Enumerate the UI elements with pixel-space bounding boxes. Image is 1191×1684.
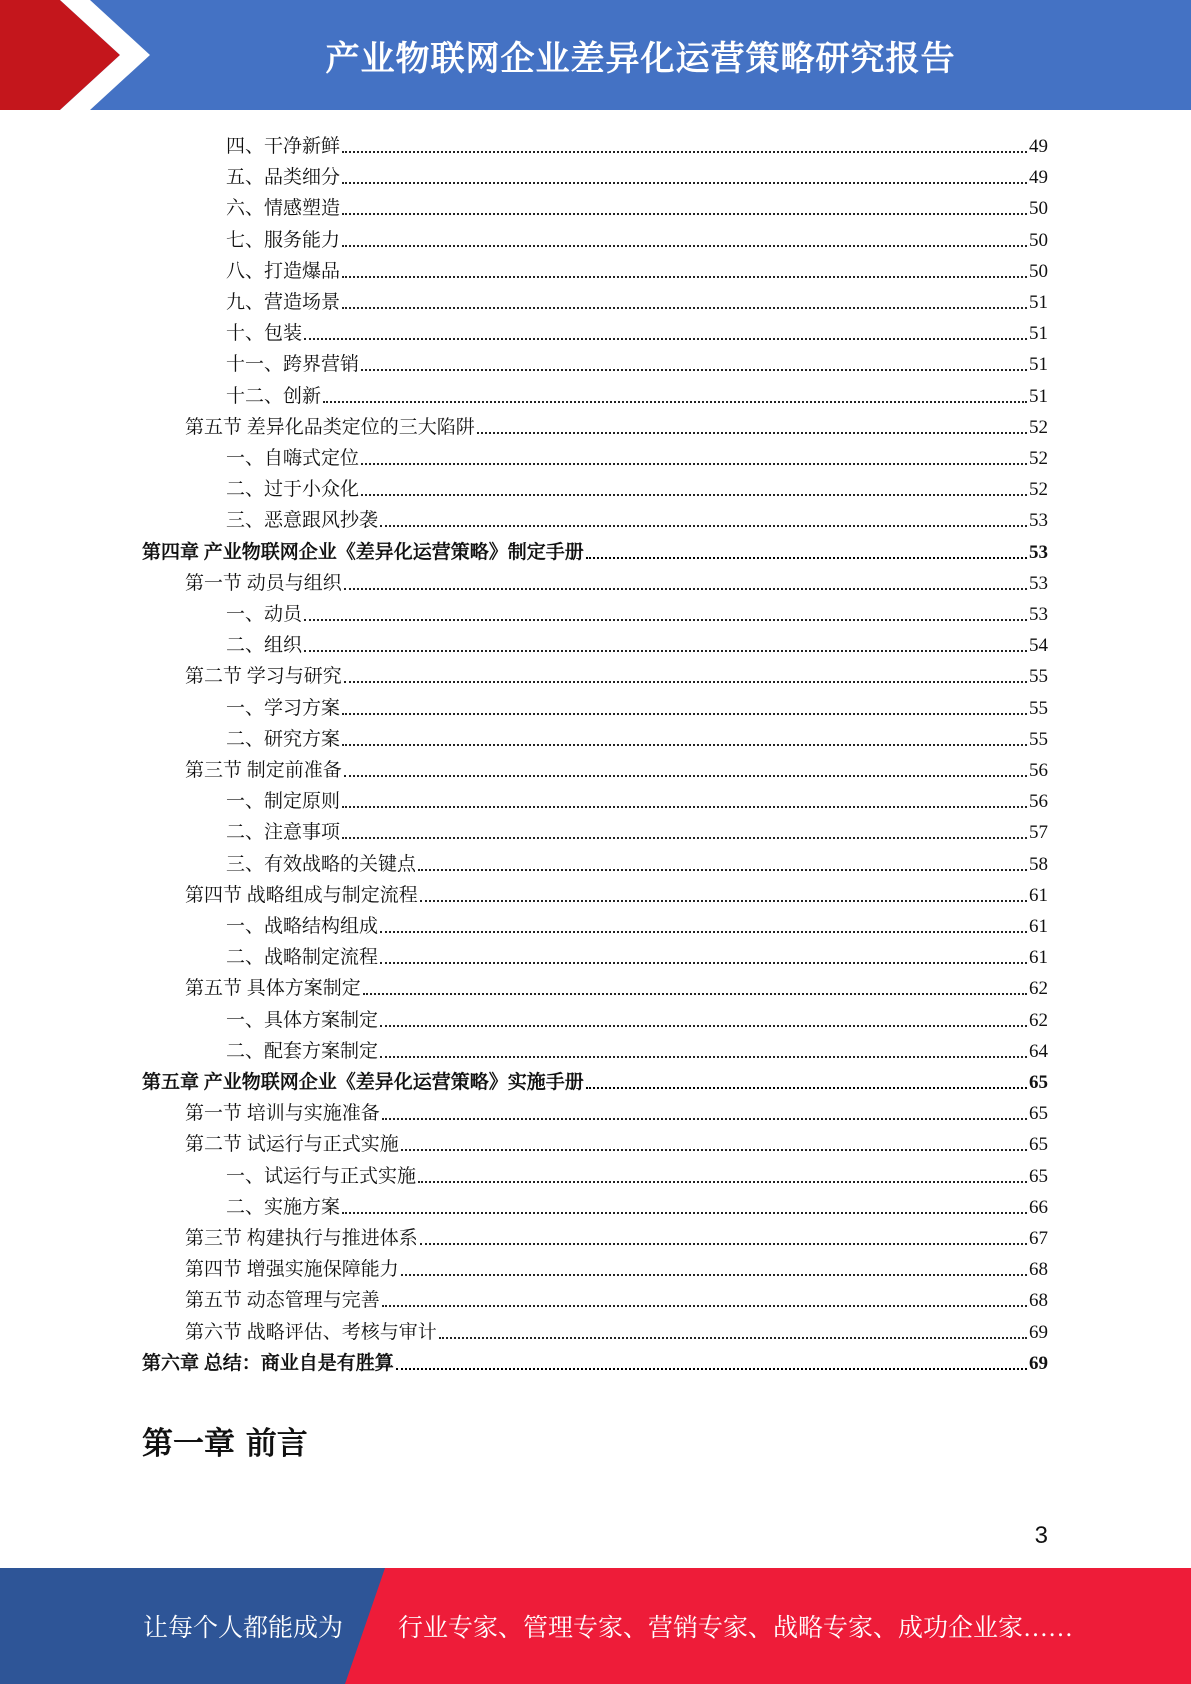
toc-dot-leader	[380, 525, 1027, 527]
toc-dot-leader	[344, 681, 1027, 683]
toc-dot-leader	[401, 1149, 1027, 1151]
toc-dot-leader	[323, 401, 1027, 403]
toc-entry-label: 十一、跨界营销	[226, 354, 360, 376]
toc-section-entry[interactable]	[185, 408, 1048, 439]
footer-banner	[0, 1568, 1191, 1684]
toc-entry-page: 53	[1029, 572, 1048, 594]
toc-dot-leader	[420, 900, 1027, 902]
toc-subsection-entry[interactable]	[226, 1188, 1048, 1219]
toc-subsection-entry[interactable]	[226, 689, 1048, 720]
toc-dot-leader	[396, 1368, 1027, 1370]
toc-section-entry[interactable]	[185, 876, 1048, 907]
toc-dot-leader	[344, 775, 1027, 777]
toc-entry-label: 一、试运行与正式实施	[226, 1165, 417, 1187]
toc-dot-leader	[418, 1181, 1027, 1183]
toc-entry-page: 61	[1029, 884, 1048, 906]
toc-dot-leader	[420, 1243, 1027, 1245]
toc-entry-page: 62	[1029, 1009, 1048, 1031]
toc-dot-leader	[342, 837, 1027, 839]
toc-dot-leader	[344, 588, 1027, 590]
toc-entry-label: 一、制定原则	[226, 791, 341, 813]
toc-entry-page: 49	[1029, 167, 1048, 189]
toc-entry-label: 十、包装	[226, 323, 303, 345]
toc-dot-leader	[477, 432, 1027, 434]
toc-subsection-entry[interactable]	[226, 782, 1048, 813]
header-arrow-decoration	[0, 0, 200, 110]
toc-entry-label: 一、自嗨式定位	[226, 448, 360, 469]
toc-entry-page: 52	[1029, 448, 1048, 469]
toc-entry-label: 一、学习方案	[226, 697, 341, 719]
toc-entry-label: 第四章 产业物联网企业《差异化运营策略》制定手册	[142, 541, 584, 563]
toc-entry-label: 三、有效战略的关键点	[226, 853, 417, 875]
toc-entry-page: 64	[1029, 1040, 1048, 1062]
toc-dot-leader	[586, 1087, 1027, 1089]
toc-subsection-entry[interactable]	[226, 283, 1048, 314]
toc-entry-page: 51	[1029, 323, 1048, 345]
toc-entry-label: 第五节 差异化品类定位的三大陷阱	[185, 416, 475, 438]
toc-entry-label: 五、品类细分	[226, 167, 341, 189]
toc-dot-leader	[382, 1118, 1027, 1120]
toc-dot-leader	[439, 1337, 1027, 1339]
toc-dot-leader	[382, 1305, 1027, 1307]
report-title: 产业物联网企业差异化运营策略研究报告	[325, 38, 956, 79]
toc-dot-leader	[342, 182, 1027, 184]
toc-subsection-entry[interactable]	[226, 127, 1048, 158]
toc-entry-page: 56	[1029, 791, 1048, 813]
toc-entry-label: 二、实施方案	[226, 1196, 341, 1218]
toc-entry-page: 55	[1029, 666, 1048, 688]
toc-entry-label: 第五节 具体方案制定	[185, 978, 361, 1000]
toc-entry-page: 55	[1029, 697, 1048, 719]
toc-entry-page: 55	[1029, 728, 1048, 750]
toc-entry-label: 第五节 动态管理与完善	[185, 1290, 380, 1312]
toc-entry-label: 第六节 战略评估、考核与审计	[185, 1321, 437, 1343]
toc-dot-leader	[342, 151, 1027, 153]
toc-entry-page: 50	[1029, 198, 1048, 220]
toc-entry-page: 50	[1029, 260, 1048, 282]
toc-dot-leader	[586, 557, 1027, 559]
toc-dot-leader	[380, 1056, 1027, 1058]
toc-dot-leader	[304, 338, 1027, 340]
toc-section-entry[interactable]	[185, 657, 1048, 688]
toc-entry-page: 66	[1029, 1196, 1048, 1218]
toc-entry-page: 58	[1029, 853, 1048, 875]
toc-subsection-entry[interactable]	[226, 252, 1048, 283]
toc-entry-label: 四、干净新鲜	[226, 136, 341, 157]
toc-entry-label: 二、配套方案制定	[226, 1040, 379, 1062]
toc-subsection-entry[interactable]	[226, 377, 1048, 408]
toc-entry-page: 51	[1029, 292, 1048, 313]
toc-subsection-entry[interactable]	[226, 1001, 1048, 1032]
toc-dot-leader	[342, 713, 1027, 715]
toc-dot-leader	[361, 494, 1027, 496]
toc-dot-leader	[304, 650, 1027, 652]
toc-entry-page: 61	[1029, 947, 1048, 969]
toc-entry-label: 第四节 增强实施保障能力	[185, 1259, 399, 1281]
toc-dot-leader	[342, 744, 1027, 746]
toc-dot-leader	[342, 245, 1027, 247]
toc-entry-label: 一、战略结构组成	[226, 916, 379, 937]
toc-entry-label: 第一节 培训与实施准备	[185, 1103, 380, 1125]
toc-chapter-entry[interactable]	[142, 533, 1048, 564]
toc-section-entry[interactable]	[185, 1094, 1048, 1125]
toc-entry-label: 第二节 试运行与正式实施	[185, 1134, 399, 1156]
footer-motto-left: 让每个人都能成为	[143, 1615, 344, 1642]
toc-entry-label: 二、注意事项	[226, 822, 341, 844]
toc-subsection-entry[interactable]	[226, 501, 1048, 532]
toc-entry-label: 七、服务能力	[226, 229, 341, 251]
toc-entry-label: 八、打造爆品	[226, 260, 341, 282]
toc-entry-page: 50	[1029, 229, 1048, 251]
toc-entry-label: 第三节 制定前准备	[185, 760, 342, 781]
toc-entry-page: 51	[1029, 354, 1048, 376]
toc-entry-label: 九、营造场景	[226, 292, 341, 313]
toc-section-entry[interactable]	[185, 1281, 1048, 1312]
toc-entry-label: 二、组织	[226, 635, 303, 657]
toc-entry-page: 49	[1029, 136, 1048, 157]
toc-entry-page: 69	[1029, 1352, 1048, 1374]
toc-dot-leader	[363, 993, 1027, 995]
toc-entry-label: 十二、创新	[226, 385, 322, 407]
toc-entry-page: 57	[1029, 822, 1048, 844]
toc-subsection-entry[interactable]	[226, 158, 1048, 189]
toc-entry-page: 65	[1029, 1103, 1048, 1125]
toc-dot-leader	[342, 213, 1027, 215]
toc-entry-page: 65	[1029, 1134, 1048, 1156]
toc-section-entry[interactable]	[185, 1125, 1048, 1156]
toc-entry-page: 61	[1029, 916, 1048, 937]
toc-subsection-entry[interactable]	[226, 314, 1048, 345]
toc-dot-leader	[342, 307, 1027, 309]
toc-subsection-entry[interactable]	[226, 813, 1048, 844]
toc-entry-page: 69	[1029, 1321, 1048, 1343]
toc-dot-leader	[361, 463, 1027, 465]
toc-chapter-entry[interactable]	[142, 1063, 1048, 1094]
toc-dot-leader	[342, 1212, 1027, 1214]
toc-dot-leader	[380, 962, 1027, 964]
toc-dot-leader	[418, 869, 1027, 871]
toc-subsection-entry[interactable]	[226, 439, 1048, 470]
chapter-heading: 第一章 前言	[142, 1426, 308, 1462]
toc-entry-page: 65	[1029, 1165, 1048, 1187]
toc-subsection-entry[interactable]	[226, 595, 1048, 626]
toc-subsection-entry[interactable]	[226, 626, 1048, 657]
toc-section-entry[interactable]	[185, 1219, 1048, 1250]
toc-entry-page: 53	[1029, 541, 1048, 563]
footer-motto-right: 行业专家、管理专家、营销专家、战略专家、成功企业家……	[398, 1615, 1074, 1642]
toc-subsection-entry[interactable]	[226, 221, 1048, 252]
toc-entry-page: 56	[1029, 760, 1048, 781]
toc-section-entry[interactable]	[185, 1313, 1048, 1344]
toc-entry-page: 68	[1029, 1290, 1048, 1312]
toc-subsection-entry[interactable]	[226, 1032, 1048, 1063]
toc-entry-label: 二、过于小众化	[226, 479, 360, 501]
toc-dot-leader	[401, 1274, 1027, 1276]
toc-subsection-entry[interactable]	[226, 1157, 1048, 1188]
toc-dot-leader	[342, 276, 1027, 278]
toc-entry-page: 51	[1029, 385, 1048, 407]
toc-entry-label: 三、恶意跟风抄袭	[226, 510, 379, 532]
toc-chapter-entry[interactable]	[142, 1344, 1048, 1375]
toc-dot-leader	[361, 369, 1027, 371]
page-number: 3	[1034, 1522, 1048, 1549]
toc-entry-label: 第一节 动员与组织	[185, 572, 342, 594]
toc-entry-label: 二、战略制定流程	[226, 947, 379, 969]
toc-entry-label: 第四节 战略组成与制定流程	[185, 884, 418, 906]
toc-entry-label: 第三节 构建执行与推进体系	[185, 1228, 418, 1249]
toc-entry-page: 53	[1029, 510, 1048, 532]
toc-entry-page: 68	[1029, 1259, 1048, 1281]
toc-subsection-entry[interactable]	[226, 345, 1048, 376]
toc-entry-page: 54	[1029, 635, 1048, 657]
toc-subsection-entry[interactable]	[226, 938, 1048, 969]
toc-entry-label: 二、研究方案	[226, 728, 341, 750]
toc-section-entry[interactable]	[185, 751, 1048, 782]
toc-subsection-entry[interactable]	[226, 470, 1048, 501]
toc-dot-leader	[342, 806, 1027, 808]
toc-entry-page: 65	[1029, 1072, 1048, 1093]
toc-entry-page: 62	[1029, 978, 1048, 1000]
toc-entry-label: 一、具体方案制定	[226, 1009, 379, 1031]
toc-entry-label: 六、情感塑造	[226, 198, 341, 220]
toc-entry-page: 52	[1029, 416, 1048, 438]
toc-entry-label: 第五章 产业物联网企业《差异化运营策略》实施手册	[142, 1072, 584, 1093]
toc-section-entry[interactable]	[185, 564, 1048, 595]
toc-entry-page: 67	[1029, 1228, 1048, 1249]
toc-dot-leader	[380, 1025, 1027, 1027]
header-banner	[0, 0, 1191, 110]
toc-entry-page: 53	[1029, 604, 1048, 625]
toc-subsection-entry[interactable]	[226, 845, 1048, 876]
toc-dot-leader	[304, 619, 1027, 621]
toc-subsection-entry[interactable]	[226, 720, 1048, 751]
toc-entry-label: 一、动员	[226, 604, 303, 625]
toc-subsection-entry[interactable]	[226, 907, 1048, 938]
toc-subsection-entry[interactable]	[226, 189, 1048, 220]
toc-section-entry[interactable]	[185, 969, 1048, 1000]
toc-section-entry[interactable]	[185, 1250, 1048, 1281]
toc-entry-label: 第二节 学习与研究	[185, 666, 342, 688]
toc-dot-leader	[380, 931, 1027, 933]
toc-entry-page: 52	[1029, 479, 1048, 501]
toc-entry-label: 第六章 总结：商业自是有胜算	[142, 1352, 394, 1374]
